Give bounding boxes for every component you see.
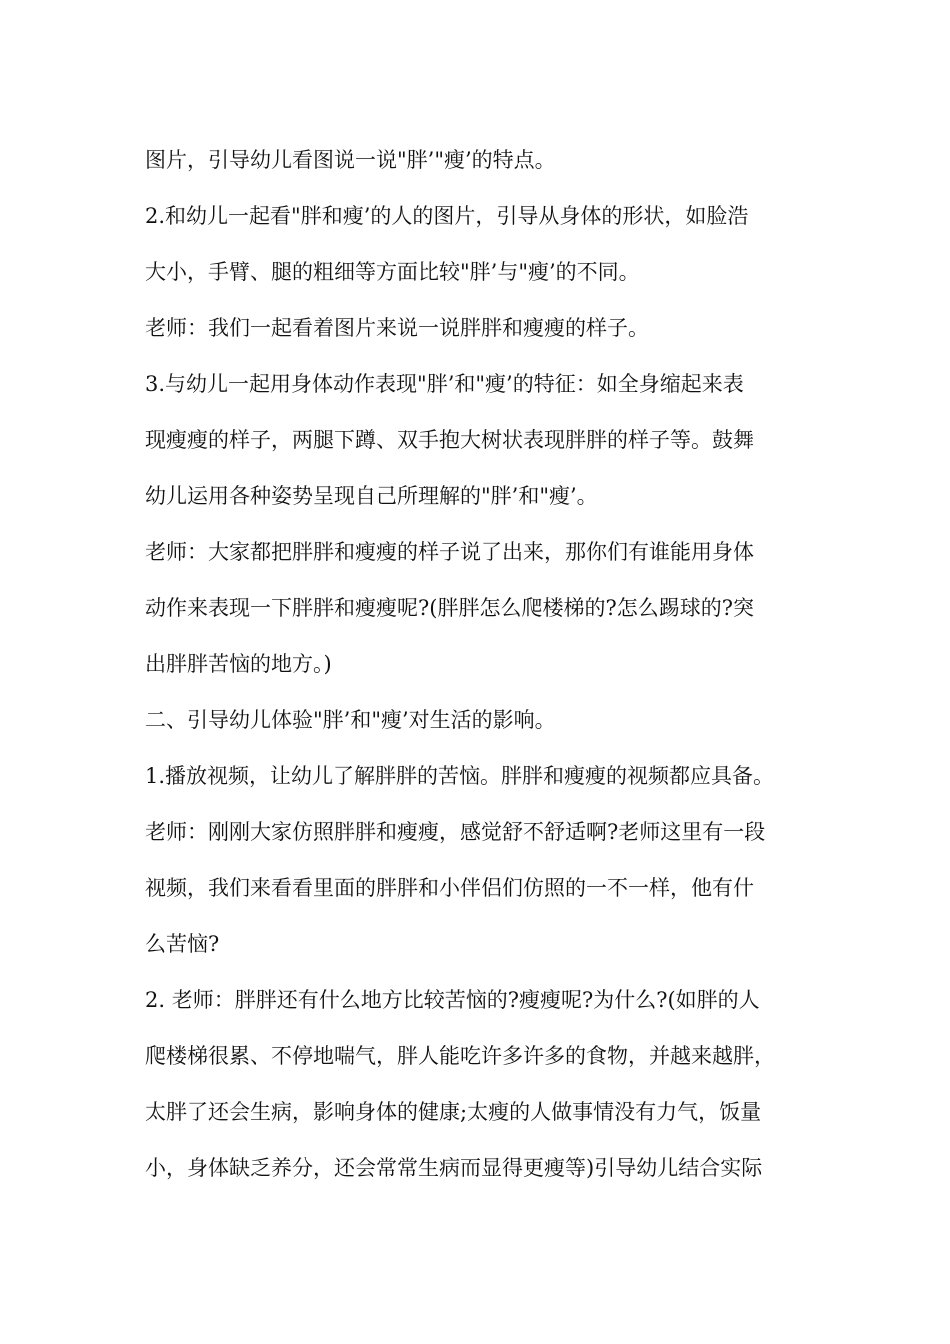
text-line: 老师：大家都把胖胖和瘦瘦的样子说了出来，那你们有谁能用身体 bbox=[145, 540, 754, 564]
document-body bbox=[145, 132, 825, 1196]
text-line: 小，身体缺乏养分，还会常常生病而显得更瘦等)引导幼儿结合实际 bbox=[145, 1156, 763, 1180]
text-line: 3.与幼儿一起用身体动作表现"胖’和"瘦’的特征：如全身缩起来表 bbox=[145, 372, 744, 396]
text-line: 太胖了还会生病，影响身体的健康;太瘦的人做事情没有力气，饭量 bbox=[145, 1100, 762, 1124]
text-line: 动作来表现一下胖胖和瘦瘦呢?(胖胖怎么爬楼梯的?怎么踢球的?突 bbox=[145, 596, 754, 620]
text-line: 大小，手臂、腿的粗细等方面比较"胖’与"瘦’的不同。 bbox=[145, 260, 640, 284]
section-heading: 二、引导幼儿体验"胖’和"瘦’对生活的影响。 bbox=[145, 708, 556, 732]
text-line: 1.播放视频，让幼儿了解胖胖的苦恼。胖胖和瘦瘦的视频都应具备。 bbox=[145, 764, 775, 788]
text-line: 2.和幼儿一起看"胖和瘦’的人的图片，引导从身体的形状，如脸浩 bbox=[145, 204, 749, 228]
text-line: 现瘦瘦的样子，两腿下蹲、双手抱大树状表现胖胖的样子等。鼓舞 bbox=[145, 428, 754, 452]
text-line: 么苦恼? bbox=[145, 932, 220, 956]
text-line: 2. 老师：胖胖还有什么地方比较苦恼的?瘦瘦呢?为什么?(如胖的人 bbox=[145, 988, 760, 1012]
text-line: 出胖胖苦恼的地方。) bbox=[145, 652, 332, 676]
text-line: 幼儿运用各种姿势呈现自己所理解的"胖’和"瘦’。 bbox=[145, 484, 598, 508]
text-line: 老师：我们一起看着图片来说一说胖胖和瘦瘦的样子。 bbox=[145, 316, 649, 340]
text-line: 爬楼梯很累、不停地喘气，胖人能吃许多许多的食物，并越来越胖， bbox=[145, 1044, 775, 1068]
text-line: 视频，我们来看看里面的胖胖和小伴侣们仿照的一不一样，他有什 bbox=[145, 876, 754, 900]
text-line: 图片，引导幼儿看图说一说"胖’"瘦’的特点。 bbox=[145, 148, 556, 172]
text-line: 老师：刚刚大家仿照胖胖和瘦瘦，感觉舒不舒适啊?老师这里有一段 bbox=[145, 820, 766, 844]
